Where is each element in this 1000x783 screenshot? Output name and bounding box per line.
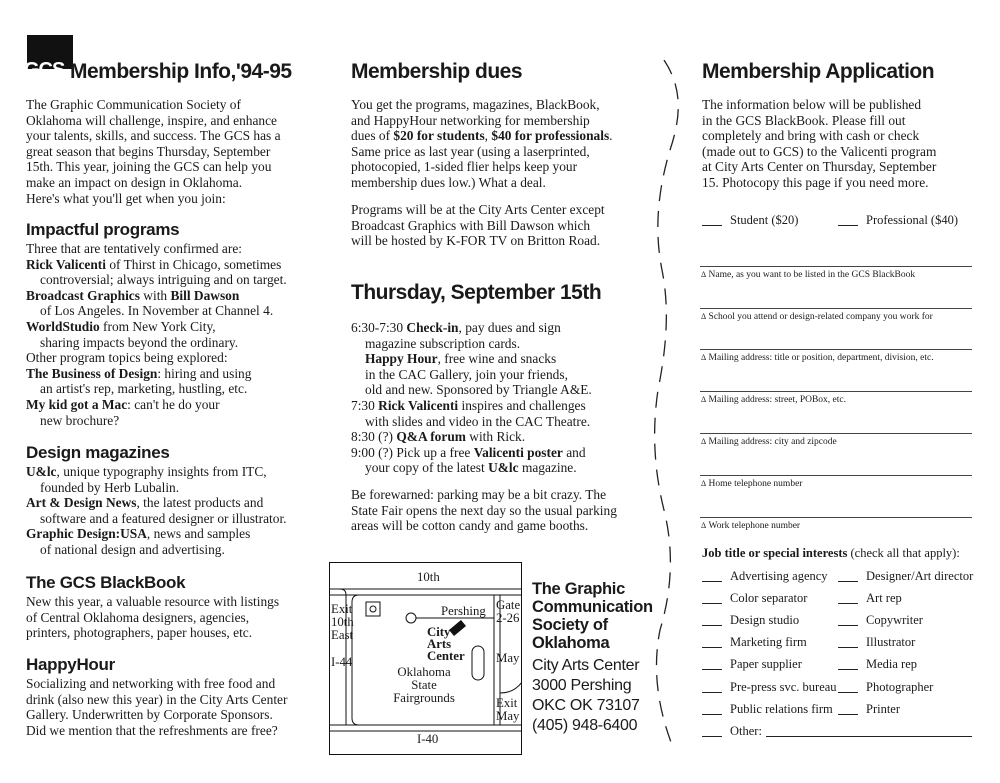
interest-color-separator[interactable]: Color separator bbox=[702, 591, 807, 606]
map-gate: Gate 2-26 bbox=[496, 598, 521, 625]
professional-option-checkbox[interactable]: Professional ($40) bbox=[838, 213, 958, 228]
map-exit-may: Exit May bbox=[496, 696, 520, 723]
map-road-may: May bbox=[496, 651, 520, 665]
programs-list: Three that are tentatively confirmed are: Rick Valicenti of Thirst in Chicago, sometimes controversial; always intriguing and on target. Broadcast Graphics with Bill Dawson of Los Angeles. In November at Channel 4. WorldStudio from New York City, sharing impacts beyond the ordinary. Other program topics being explored: The Business of Design: hiring and using an artist's rep, marketing, hustling, etc. My kid got a Mac: can't he do your new brochure? bbox=[26, 241, 287, 428]
map-city-arts-center: City Arts Center bbox=[427, 625, 465, 663]
interest-illustrator[interactable]: Illustrator bbox=[838, 635, 915, 650]
design-magazines-heading: Design magazines bbox=[26, 443, 170, 462]
org-name: The Graphic Communication Society of Oklahoma bbox=[532, 580, 653, 652]
map-road-pershing: Pershing bbox=[441, 604, 486, 618]
work-phone-label: Δ Work telephone number bbox=[701, 521, 801, 531]
address-title-label: Δ Mailing address: title or position, department, division, etc. bbox=[701, 353, 934, 363]
fairgrounds-map bbox=[329, 562, 522, 755]
interest-media-rep[interactable]: Media rep bbox=[838, 657, 917, 672]
gcs-logo-text: GCS bbox=[24, 59, 65, 81]
interest-marketing-firm[interactable]: Marketing firm bbox=[702, 635, 807, 650]
venue-text: Programs will be at the City Arts Center except Broadcast Graphics with Bill Dawson which will be hosted by K-FOR TV on Britton Road. bbox=[351, 202, 605, 249]
map-road-i40: I-40 bbox=[417, 732, 439, 746]
map-state-fairgrounds: Oklahoma State Fairgrounds bbox=[393, 665, 455, 705]
address-title-field[interactable] bbox=[700, 349, 972, 350]
application-intro: The information below will be published in the GCS BlackBook. Please fill out completely and bring with cash or check (made out to GCS) to the Valicenti program at City Arts Center on Thursday, September 15. Photocopy this page if you need more. bbox=[702, 97, 937, 190]
happyhour-text: Socializing and networking with free food and drink (also new this year) in the City Arts Center Gallery. Underwritten by Corporate Sponsors. Did we mention that the refreshments are free? bbox=[26, 676, 288, 738]
dues-text: You get the programs, magazines, BlackBook, and HappyHour networking for membership dues of $20 for students, $40 for professionals. Same price as last year (using a laserprinted, photocopied, 1-sided flier helps keep your membership dues low.) What a deal. bbox=[351, 97, 613, 190]
interest-design-studio[interactable]: Design studio bbox=[702, 613, 799, 628]
membership-info-intro: The Graphic Communication Society of Oklahoma will challenge, inspire, and enhance your talents, skills, and success. The GCS has a great season that begins Thursday, September 15th. This year, joining the GCS can help you make an impact on design in Oklahoma. Here's what you'll get when you join: bbox=[26, 97, 281, 206]
address-city-field[interactable] bbox=[700, 433, 972, 434]
map-road-10th: 10th bbox=[417, 570, 440, 584]
interest-prepress-bureau[interactable]: Pre-press svc. bureau bbox=[702, 680, 837, 695]
interest-photographer[interactable]: Photographer bbox=[838, 680, 933, 695]
parking-note: Be forewarned: parking may be a bit crazy. The State Fair opens the next day so the usual parking areas will be cotton candy and game booths. bbox=[351, 487, 617, 534]
blackbook-text: New this year, a valuable resource with listings of Central Oklahoma designers, agencies, printers, photographers, paper houses, etc. bbox=[26, 594, 280, 641]
membership-dues-title: Membership dues bbox=[351, 60, 523, 83]
work-phone-field[interactable] bbox=[700, 517, 972, 518]
interest-public-relations[interactable]: Public relations firm bbox=[702, 702, 833, 717]
wavy-divider bbox=[640, 60, 690, 750]
home-phone-label: Δ Home telephone number bbox=[701, 479, 803, 489]
interest-art-rep[interactable]: Art rep bbox=[838, 591, 902, 606]
event-date-heading: Thursday, September 15th bbox=[351, 281, 602, 304]
name-field[interactable] bbox=[700, 266, 972, 267]
org-address: City Arts Center 3000 Pershing OKC OK 73107 (405) 948-6400 bbox=[532, 657, 640, 734]
interest-advertising-agency[interactable]: Advertising agency bbox=[702, 569, 828, 584]
name-field-label: Δ Name, as you want to be listed in the GCS BlackBook bbox=[701, 270, 916, 280]
home-phone-field[interactable] bbox=[700, 475, 972, 476]
membership-application-title: Membership Application bbox=[702, 60, 935, 83]
membership-info-title: Membership Info,'94-95 bbox=[70, 60, 292, 83]
address-street-field[interactable] bbox=[700, 391, 972, 392]
school-company-label: Δ School you attend or design-related company you work for bbox=[701, 312, 933, 322]
interest-copywriter[interactable]: Copywriter bbox=[838, 613, 923, 628]
interest-printer[interactable]: Printer bbox=[838, 702, 900, 717]
schedule-list: 6:30-7:30 Check-in, pay dues and sign magazine subscription cards. Happy Hour, free wine and snacks in the CAC Gallery, join your friends, old and new. Sponsored by Triangle A&E. 7:30 Rick Valicenti inspires and challenges with slides and video in the CAC Theatre. 8:30 (?) Q&A forum with Rick. 9:00 (?) Pick up a free Valicenti poster and your copy of the latest U&lc magazine. bbox=[351, 320, 592, 476]
interest-designer-art-director[interactable]: Designer/Art director bbox=[838, 569, 973, 584]
address-city-label: Δ Mailing address: city and zipcode bbox=[701, 437, 837, 447]
blackbook-heading: The GCS BlackBook bbox=[26, 573, 186, 592]
map-road-i44: I-44 bbox=[331, 655, 353, 669]
student-option-checkbox[interactable]: Student ($20) bbox=[702, 213, 798, 228]
map-graphic bbox=[329, 562, 522, 755]
interests-heading: Job title or special interests (check all that apply): bbox=[702, 546, 960, 560]
magazines-list: U&lc, unique typography insights from ITC, founded by Herb Lubalin. Art & Design News, the latest products and software and a featured designer or illustrator. Graphic Design:USA, news and samples of national design and advertising. bbox=[26, 464, 287, 557]
school-company-field[interactable] bbox=[700, 308, 972, 309]
address-street-label: Δ Mailing address: street, POBox, etc. bbox=[701, 395, 846, 405]
impactful-programs-heading: Impactful programs bbox=[26, 220, 180, 239]
interest-paper-supplier[interactable]: Paper supplier bbox=[702, 657, 802, 672]
happyhour-heading: HappyHour bbox=[26, 655, 115, 674]
map-exit-10th-east: Exit 10th East bbox=[331, 602, 354, 642]
interest-other[interactable]: Other: bbox=[702, 724, 972, 739]
